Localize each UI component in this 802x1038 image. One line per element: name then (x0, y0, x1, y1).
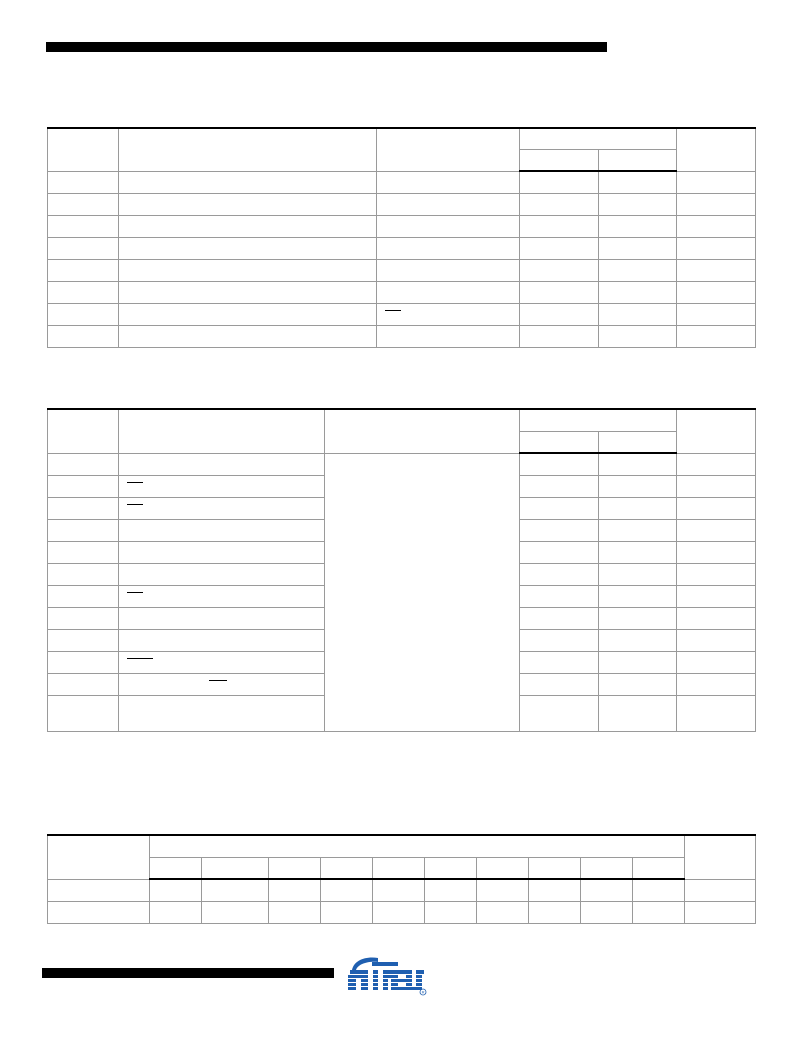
header-cell-units (677, 128, 756, 171)
table-row (48, 259, 756, 281)
overbar-mark (127, 482, 143, 483)
table-row (48, 453, 756, 475)
header-cell-units (685, 835, 756, 879)
header-cell-name (48, 835, 150, 879)
table-row (48, 879, 756, 901)
header-cell-group (520, 128, 677, 149)
table-row (48, 901, 756, 923)
timing-table-2 (47, 408, 756, 732)
overbar-mark (127, 504, 143, 505)
header-rule (46, 42, 607, 52)
header-cell-symbol (48, 128, 119, 171)
table-row (48, 215, 756, 237)
overbar-mark (127, 658, 153, 659)
header-cell-units (677, 409, 756, 453)
footer-rule (42, 968, 334, 978)
table-row (48, 281, 756, 303)
timing-table-1 (47, 127, 756, 348)
overbar-mark (385, 310, 401, 311)
header-cell-group (520, 409, 677, 431)
header-cell-parameter (119, 128, 377, 171)
table-row (48, 303, 756, 325)
header-cell-group (150, 835, 685, 857)
header-cell-condition (325, 409, 520, 453)
header-cell-max (599, 431, 677, 453)
header-cell-parameter (119, 409, 325, 453)
header-cell-max (599, 149, 677, 171)
header-cell-min (520, 431, 599, 453)
table-row (48, 325, 756, 347)
overbar-mark (127, 592, 143, 593)
header-cell-min (520, 149, 599, 171)
header-cell-condition (377, 128, 520, 171)
table-row (48, 237, 756, 259)
header-cell-symbol (48, 409, 119, 453)
table-row (48, 193, 756, 215)
overbar-mark (209, 680, 227, 681)
merged-condition-cell (325, 453, 520, 731)
svg-text:R: R (421, 989, 425, 995)
timing-table-3 (47, 834, 756, 924)
atmel-logo-icon (348, 956, 428, 996)
table-row (48, 171, 756, 193)
